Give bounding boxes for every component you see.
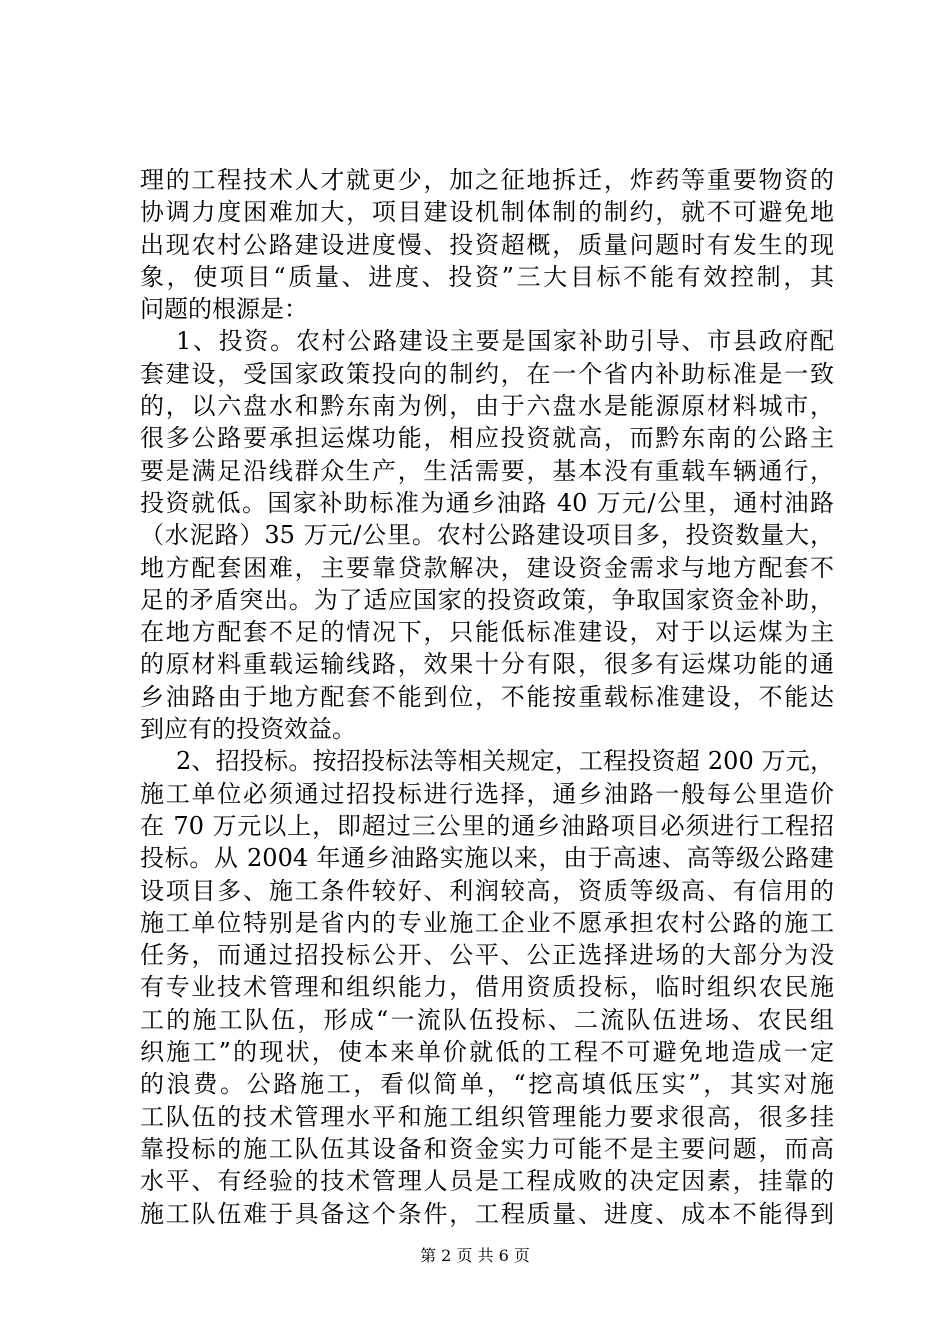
text-line: 织施工”的现状，使本来单价就低的工程不可避免地造成一定: [140, 1038, 834, 1067]
text-line: 足的矛盾突出。为了适应国家的投资政策，争取国家资金补助，: [140, 585, 834, 614]
text-line: 的浪费。公路施工，看似简单，“挖高填低压实”，其实对施: [140, 1070, 834, 1099]
text-line: 工的施工队伍，形成“一流队伍投标、二流队伍进场、农民组: [140, 1005, 834, 1034]
page-number-footer: 第 2 页 共 6 页: [420, 1246, 530, 1265]
text-line: 水平、有经验的技术管理人员是工程成败的决定因素，挂靠的: [140, 1167, 834, 1196]
text-line: 工队伍的技术管理水平和施工组织管理能力要求很高，很多挂: [140, 1102, 834, 1131]
text-line: 协调力度困难加大，项目建设机制体制的制约，就不可避免地: [140, 198, 834, 227]
text-line: （水泥路）35 万元/公里。农村公路建设项目多，投资数量大，: [140, 521, 834, 550]
text-line: 套建设，受国家政策投向的制约，在一个省内补助标准是一致: [140, 359, 834, 388]
text-line: 在 70 万元以上，即超过三公里的通乡油路项目必须进行工程招: [140, 811, 834, 840]
text-line: 施工队伍难于具备这个条件，工程质量、进度、成本不能得到: [140, 1199, 834, 1228]
text-line: 投资就低。国家补助标准为通乡油路 40 万元/公里，通村油路: [140, 488, 834, 517]
text-line: 1、投资。农村公路建设主要是国家补助引导、市县政府配: [176, 327, 834, 356]
document-body: [140, 164, 834, 1230]
text-line: 象，使项目“质量、进度、投资”三大目标不能有效控制，其: [140, 262, 834, 291]
text-line: 的原材料重载运输线路，效果十分有限，很多有运煤功能的通: [140, 650, 834, 679]
text-line: 到应有的投资效益。: [140, 715, 356, 744]
text-line: 问题的根源是：: [140, 295, 308, 324]
text-line: 靠投标的施工队伍其设备和资金实力可能不是主要问题，而高: [140, 1134, 834, 1163]
text-line: 有专业技术管理和组织能力，借用资质投标，临时组织农民施: [140, 973, 834, 1002]
text-line: 投标。从 2004 年通乡油路实施以来，由于高速、高等级公路建: [140, 844, 834, 873]
text-line: 任务，而通过招投标公开、公平、公正选择进场的大部分为没: [140, 941, 834, 970]
text-line: 理的工程技术人才就更少，加之征地拆迁，炸药等重要物资的: [140, 166, 834, 194]
text-line: 乡油路由于地方配套不能到位，不能按重载标准建设，不能达: [140, 682, 834, 711]
text-line: 在地方配套不足的情况下，只能低标准建设，对于以运煤为主: [140, 618, 834, 647]
text-line: 要是满足沿线群众生产，生活需要，基本没有重载车辆通行，: [140, 456, 834, 485]
text-line: 地方配套困难，主要靠贷款解决，建设资金需求与地方配套不: [140, 553, 834, 582]
text-line: 施工单位特别是省内的专业施工企业不愿承担农村公路的施工: [140, 908, 834, 937]
text-line: 施工单位必须通过招投标进行选择，通乡油路一般每公里造价: [140, 779, 834, 808]
text-line: 出现农村公路建设进度慢、投资超概，质量问题时有发生的现: [140, 230, 834, 259]
text-line: 很多公路要承担运煤功能，相应投资就高，而黔东南的公路主: [140, 424, 834, 453]
text-line: 设项目多、施工条件较好、利润较高，资质等级高、有信用的: [140, 876, 834, 905]
text-line: 的，以六盘水和黔东南为例，由于六盘水是能源原材料城市，: [140, 392, 834, 421]
text-line: 2、招投标。按招投标法等相关规定，工程投资超 200 万元，: [176, 747, 834, 776]
